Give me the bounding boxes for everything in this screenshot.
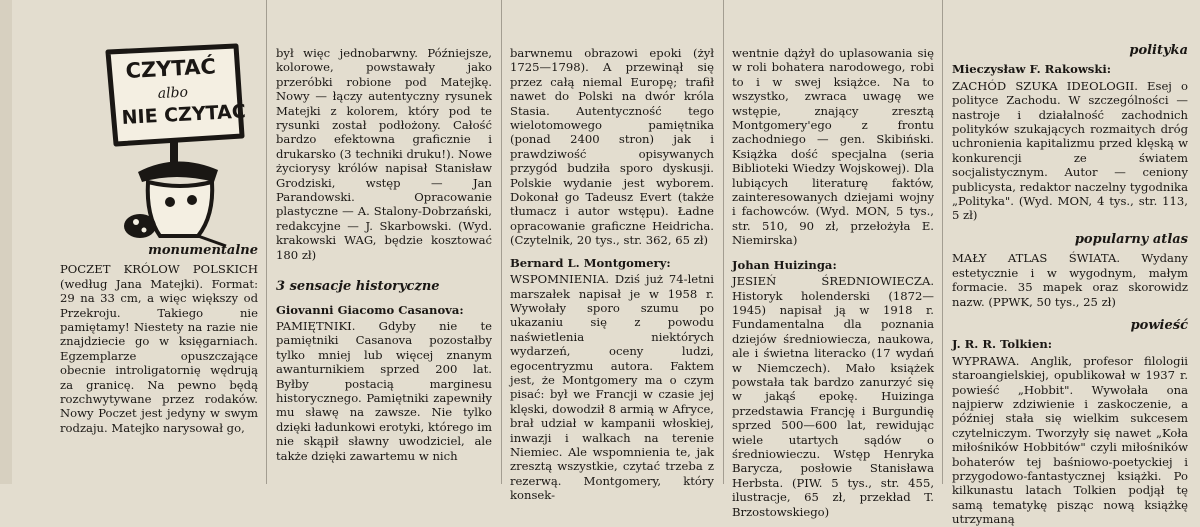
column-5 [952, 43, 1188, 527]
article-author: Mieczysław F. Rakowski: [952, 62, 1112, 77]
section-heading-popularny-atlas: popularny atlas [1074, 231, 1188, 247]
czytac-albo-nie-czytac-logo [86, 40, 254, 255]
section-heading-3-sensacje: 3 sensacje historyczne [276, 279, 440, 295]
logo-illustration [86, 40, 254, 255]
article-text: wentnie dążył do uplasowania się w roli bohatera narodowego, robi to i w swej książce. Na to wszystko, zwraca uwagę we wstępie, znający zresztą Montgomery'ego z frontu zachodniego — gen. Skibiński. Książka dość specjalna (seria Biblioteki Wiedzy Wojskowej). Dla lubiących literaturę faktów, zainteresowanych dziejami wojny i fachowców. (Wyd. MON, 5 tys., str. 510, 90 zł, przełożyła E. Niemirska) [732, 46, 934, 248]
article-text: ZACHÓD SZUKA IDEOLOGII. Esej o polityce Zachodu. W szczególności — nastroje i działalność zachodnich polityków szukających rozmaitych dróg uchronienia kapitalizmu przed klęską w konkurencji ze światem socjalistycznym. Autor — ceniony publicysta, redaktor naczelny tygodnika „Polityka". (Wyd. MON, 4 tys., str. 113, 5 zł) [952, 78, 1188, 223]
column-2 [276, 46, 492, 484]
article-author: Giovanni Giacomo Casanova: [276, 302, 464, 317]
svg-text:albo: albo [157, 84, 189, 102]
column-4 [732, 46, 934, 519]
article-author: Bernard L. Montgomery: [510, 255, 671, 270]
article-text: WSPOMNIENIA. Dziś już 74-letni marszałek napisał je w 1958 r. Wywołały sporo szumu po ukazaniu się z powodu naświetlenia niektórych wydarzeń, oceny ludzi, egocentryzmu autora. Faktem jest, że Montgomery ma o czym pisać: był we Francji w czasie jej klęski, dowodził 8 armią w Afryce, brał udział w kampanii włoskiej, inwazji i walkach na terenie Niemiec. Ale wspomnienia te, jak zresztą wszystkie, czytać trzeba z rezerwą. Montgomery, który konsek- [510, 272, 714, 503]
article-text: JESIEŃ ŚREDNIOWIECZA. Historyk holenderski (1872—1945) napisał ją w 1918 r. Fundamentalna dla poznania dziejów średniowiecza, naukowa, ale i świetna literacko (17 wydań w Niemczech). Mało książek powstała tak bardzo zanurzyć się w jakąś epokę. Huizinga przedstawia Francję i Burgundię sprzed 500—600 lat, rewidując wiele utartych sądów o średniowieczu. Wstęp Henryka Barycza, posłowie Stanisława Herbsta. (PIW. 5 tys., str. 455, ilustracje, 65 zł, przekład T. Brzostowskiego) [732, 274, 934, 519]
svg-text:CZYTAĆ: CZYTAĆ [125, 54, 217, 83]
column-divider [942, 0, 943, 484]
article-author: Johan Huizinga: [732, 257, 837, 272]
section-heading-polityka: polityka [1129, 43, 1188, 58]
article-text: barwnemu obrazowi epoki (żył 1725—1798). A przewinął się przez całą niemal Europę; trafił nawet do Polski na dwór króla Stasia. Autentyczność tego wielotomowego pamiętnika (ponad 2400 stron) jak i prawdziwość opisywanych przygód budziła sporo dyskusji. Polskie wydanie jest wyborem. Dokonał go Tadeusz Evert (także tłumacz i autor wstępu). Ładne opracowanie graficzne Heidricha. (Czytelnik, 20 tys., str. 362, 65 zł) [510, 46, 714, 248]
article-author: J. R. R. Tolkien: [952, 337, 1053, 352]
article-text: PAMIĘTNIKI. Gdyby nie te pamiętniki Casanova pozostałby tylko mniej lub więcej znanym awanturnikiem sprzed 200 lat. Byłby postacią marginesu historycznego. Pamiętniki zapewniły mu sławę na zawsze. Nie tylko dzięki ładunkowi erotyki, którego im nie skąpił sławny uwodziciel, ale także dzięki zawartemu w nich [276, 318, 492, 463]
article-text: WYPRAWA. Anglik, profesor filologii staroangielskiej, opublikował w 1937 r. powieść „Hobbit". Wywołała ona najpierw zdziwienie i zaskoczenie, a później stała się wielkim sukcesem czytelniczym. Tworzyły się nawet „Koła miłośników Hobbitów" czyli miłośników bohaterów tej baśniowo-poetyckiej i przygodowo-fantastycznej książki. Po kilkunastu latach Tolkien podjął tę samą tematykę pisząc nową książkę utrzymaną [952, 353, 1188, 527]
column-divider [723, 0, 724, 484]
article-text: był więc jednobarwny. Późniejsze, kolorowe, powstawały jako przeróbki robione pod Matejkę. Nowy — łączy autentyczny rysunek Matejki z kolorem, który pod te rysunki został podłożony. Całość bardzo efektowna graficznie i drukarsko (3 techniki druku!). Nowe życiorysy królów napisał Stanisław Grodziski, wstęp — Jan Parandowski. Opracowanie plastyczne — A. Stalony-Dobrzański, redakcyjne — J. Skarbowski. (Wyd. krakowski WAG, będzie kosztować 180 zł) [276, 46, 492, 262]
column-3 [510, 46, 714, 503]
article-text: POCZET KRÓLOW POLSKICH (według Jana Matejki). Format: 29 na 33 cm, a więc większy od Przekroju. Takiego nie pamiętamy! Niestety na razie nie znajdziecie go w księgarniach. Egzemplarze opuszczające obecnie introligatornię wędrują za granicę. Na pewno będą rozchwytywane przez rodaków. Nowy Poczet jest jedyny w swym rodzaju. Matejko narysował go, [60, 262, 258, 435]
article-text: MAŁY ATLAS ŚWIATA. Wydany estetycznie i w wygodnym, małym formacie. 35 mapek oraz skorowidz nazw. (PPWK, 50 tys., 25 zł) [952, 251, 1188, 309]
column-divider [501, 0, 502, 484]
page-edge [0, 0, 12, 484]
section-heading-monumentalne: monumentalne [148, 243, 258, 258]
column-divider [266, 0, 267, 484]
column-1 [60, 244, 258, 484]
svg-text:NIE CZYTAĆ: NIE CZYTAĆ [121, 100, 247, 129]
section-heading-powiesc: powieść [1130, 317, 1188, 333]
